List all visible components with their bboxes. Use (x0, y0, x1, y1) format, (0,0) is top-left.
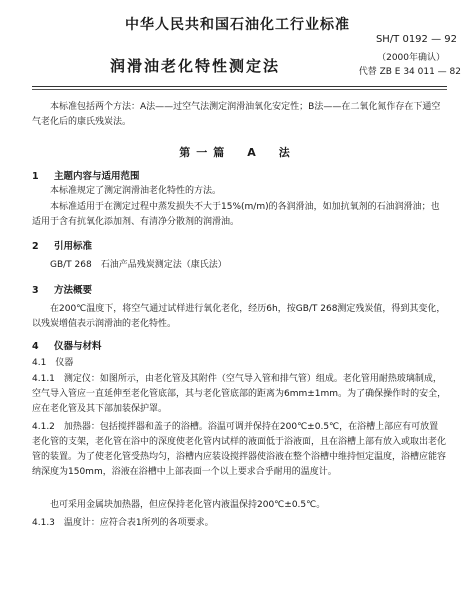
intro-paragraph: 本标准包括两个方法：A法——过空气法测定润滑油氧化安定性；B法——在二氧化氮作存在下通空气老化后的康氏残炭法。 (32, 102, 441, 127)
section-2-heading (32, 238, 92, 252)
section-1-paragraph-1: 本标准规定了测定润滑油老化特性的方法。 (50, 186, 222, 196)
clause-4-1-1: 4.1.1 测定仪：如图所示，由老化管及其附件（空气导入管和排气管）组成。老化管用耐热玻璃制成，空气导入管应一直延伸至老化管底部，其与老化管底部的距离为6mm±1mm。为了确保操作时的安全，应在老化管及其下部加装保护罩。 (32, 374, 447, 414)
section-1-title: 主题内容与适用范围 (54, 171, 140, 182)
section-4-heading (32, 338, 102, 352)
section-3-heading (32, 282, 92, 296)
section-1-paragraph-2: 本标准适用于在测定过程中蒸发损失不大于15%(m/m)的各润滑油，如加抗氧剂的石油润滑油；也适用于含有抗氧化添加剂、有清净分散剂的润滑油。 (32, 202, 440, 227)
header-rule-secondary (32, 89, 447, 90)
section-4-title: 仪器与材料 (54, 341, 102, 352)
section-2-reference: GB/T 268 石油产品残炭测定法（康氏法） (50, 260, 227, 270)
clause-4-1-2-note: 也可采用金属块加热器，但应保持老化管内液温保持200℃±0.5℃。 (50, 500, 326, 510)
confirmation-year: （2000年确认） (377, 53, 445, 63)
clause-4-1-2: 4.1.2 加热器：包括搅拌器和盖子的浴槽。浴温可调并保持在200℃±0.5℃，在浴槽上部应有可放置老化管的支架，老化管在浴中的深度使老化管内试样的液面低于浴液面，且在浴槽上部有放入或取出老化管的装置。为了使老化管受热均匀，浴槽内应装设搅拌器使浴液在整个浴槽中维持恒定温度，浴槽应能容纳深度为150mm，浴液在浴槽中上部表面一个以上要求合乎耐用的温度计。 (32, 422, 447, 477)
document-title: 润滑油老化特性测定法 (110, 57, 281, 75)
section-a-heading: 第一篇 A 法 (179, 146, 296, 159)
section-2-title: 引用标准 (54, 241, 93, 252)
issuing-organization: 中华人民共和国石油化工行业标准 (125, 17, 350, 33)
clause-4-1-3: 4.1.3 温度计：应符合表1所列的各项要求。 (32, 518, 214, 528)
header-rule (32, 86, 447, 87)
section-3-title: 方法概要 (54, 285, 93, 296)
standard-code: SH/T 0192 — 92 (375, 34, 457, 45)
replaces-standard: 代替 ZB E 34 011 — 82 (358, 67, 461, 77)
subsection-4-1-heading: 4.1 仪器 (32, 358, 74, 368)
section-1-number: 1 (32, 171, 39, 182)
section-3-paragraph: 在200℃温度下，将空气通过试样进行氧化老化，经历6h，按GB/T 268测定残炭值，得到其变化，以残炭增值表示润滑油的老化特性。 (32, 304, 446, 329)
section-3-number: 3 (32, 285, 39, 296)
section-4-number: 4 (32, 341, 39, 352)
section-2-number: 2 (32, 241, 39, 252)
section-1-heading (32, 168, 140, 182)
